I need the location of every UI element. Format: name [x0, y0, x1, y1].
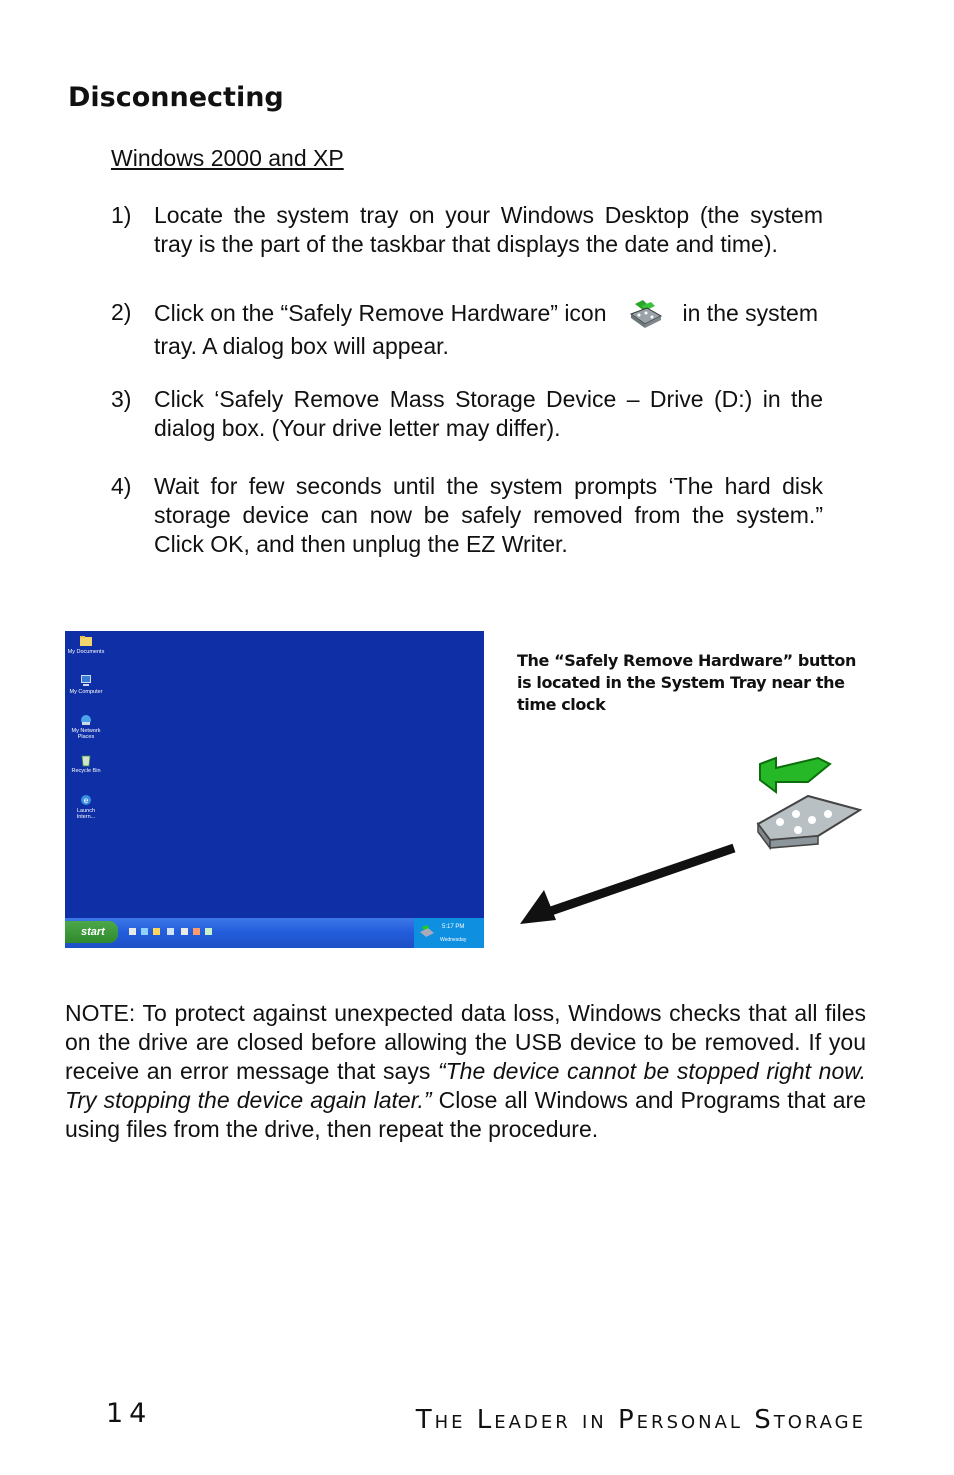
- svg-text:e: e: [83, 796, 89, 805]
- tray-clock: 5:17 PM: [442, 924, 465, 930]
- step-1: [111, 201, 823, 259]
- tray-day: Wednesday: [440, 937, 467, 943]
- desktop-icon-my-computer: My Computer: [67, 674, 105, 695]
- step-3: [111, 385, 823, 443]
- recycle-bin-icon: [79, 753, 93, 767]
- illustration-graphic: [508, 752, 868, 932]
- step-4: [111, 472, 823, 559]
- page-heading: Disconnecting: [68, 82, 284, 113]
- folder-icon: [79, 634, 93, 648]
- step-text: [154, 298, 823, 361]
- step-2: [111, 298, 823, 361]
- quick-launch-icons: [127, 927, 227, 937]
- step-number: 1): [111, 202, 132, 228]
- step-number: 2): [111, 299, 132, 325]
- section-subheading: Windows 2000 and XP: [111, 145, 344, 171]
- safely-remove-hardware-large-icon: [758, 758, 860, 848]
- step-text: Locate the system tray on your Windows Desktop (the system tray is the part of the taskbar that displays the date and time).: [154, 202, 823, 257]
- step-number: 4): [111, 473, 132, 499]
- pointer-arrow: [520, 848, 734, 924]
- step-text-before: Click on the “Safely Remove Hardware” icon: [154, 300, 607, 327]
- system-tray: [414, 918, 484, 948]
- step-text-after: in the system tray. A dialog box will appear.: [154, 300, 819, 359]
- note-text-end: Close all Windows and Programs that are using files from the drive, then repeat the procedure.: [65, 1087, 866, 1142]
- desktop-icon-recycle-bin: Recycle Bin: [67, 753, 105, 774]
- step-text: Click ‘Safely Remove Mass Storage Device – Drive (D:) in the dialog box. (Your drive letter may differ).: [154, 386, 823, 441]
- desktop-icon-internet: e Launch Intern...: [67, 793, 105, 820]
- image-caption: The “Safely Remove Hardware” button is located in the System Tray near the time clock: [517, 651, 857, 714]
- desktop-icon-my-documents: My Documents: [67, 634, 105, 655]
- step-text: Wait for few seconds until the system prompts ‘The hard disk storage device can now be safely removed from the system.” Click OK, and then unplug the EZ Writer.: [154, 473, 823, 557]
- note-text: NOTE: To protect against unexpected data loss, Windows checks that all files on the drive are closed before allowing the USB device to be removed. If you receive an error message that says: [65, 1000, 866, 1084]
- note-paragraph: [65, 999, 866, 1144]
- start-button: start: [65, 921, 118, 943]
- page-number: 14: [106, 1398, 153, 1429]
- taskbar: [65, 918, 484, 948]
- computer-icon: [79, 674, 93, 688]
- footer-tagline: The Leader in Personal Storage: [415, 1405, 866, 1435]
- internet-explorer-icon: [79, 793, 93, 807]
- safely-remove-hardware-icon: [621, 298, 669, 332]
- safely-remove-hardware-icon: [418, 924, 436, 940]
- desktop-icon-network-places: My Network Places: [67, 713, 105, 740]
- network-icon: [79, 713, 93, 727]
- desktop-screenshot: [65, 631, 484, 948]
- step-number: 3): [111, 386, 132, 412]
- note-error-message: “The device cannot be stopped right now. Try stopping the device again later.”: [65, 1058, 866, 1113]
